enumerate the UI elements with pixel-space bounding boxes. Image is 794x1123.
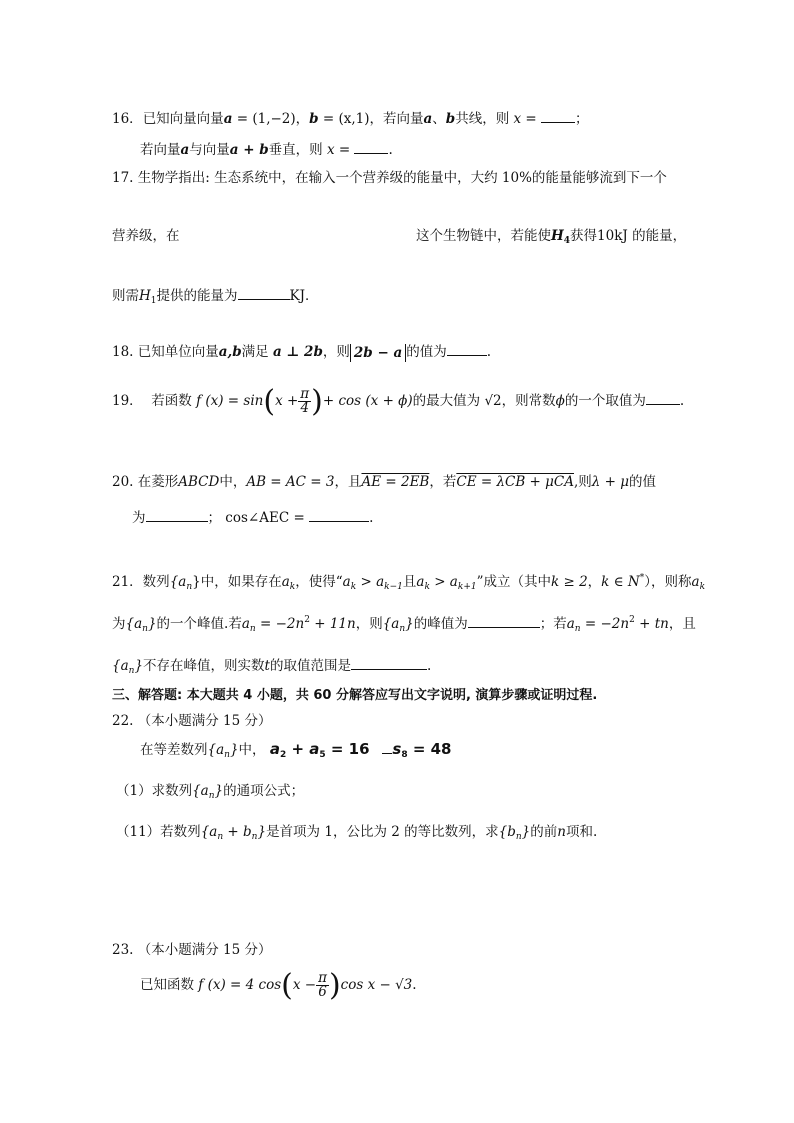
question-22-part-1: （1）求数列$\{a_n\}$的通项公式； bbox=[116, 783, 305, 801]
question-22-line-1: 在等差数列$\{a_n\}$中， $a_2 + a_5 = 16$ $s_8 = 48$ bbox=[140, 740, 452, 760]
question-17-line-2-right: 这个生物链中，若能使$H_4$获得10kJ 的能量， bbox=[416, 228, 687, 246]
question-20-line-2: 为 ； cos∠AEC = . bbox=[132, 510, 374, 526]
answer-blank[interactable] bbox=[541, 110, 575, 123]
answer-blank[interactable] bbox=[646, 392, 680, 405]
answer-blank[interactable] bbox=[354, 141, 388, 154]
question-18: 18. 已知单位向量a,b满足 a ⊥ 2b，则 2b − a 的值为 . bbox=[112, 344, 491, 361]
question-23-number: 23. （本小题满分 15 分） bbox=[112, 942, 272, 958]
section-3-heading: 三、解答题: 本大题共 4 小题，共 60 分解答应写出文字说明, 演算步骤或证明过程. bbox=[112, 688, 598, 703]
question-16-line-1: 16．已知向量向量a = (1,−2)，b = (x,1)，若向量a、b共线，则 x = ； bbox=[112, 111, 589, 127]
question-17-line-3: 则需$H_1$提供的能量为 KJ． bbox=[112, 288, 319, 306]
question-21-line-3: $\{a_n\}$不存在峰值，则实数t的取值范围是 . bbox=[112, 658, 432, 676]
answer-blank[interactable] bbox=[238, 287, 290, 300]
fraction: $\frac{\pi}{6}$ bbox=[318, 970, 327, 1000]
question-19: 19． 若函数 f (x) = sin(x + $\frac{\pi}{4}$ )+ cos (x + ϕ)的最大值为 √2，则常数ϕ的一个取值为 . bbox=[112, 384, 685, 419]
answer-blank[interactable] bbox=[146, 509, 208, 522]
question-17-line-2-left: 营养级，在 bbox=[112, 228, 180, 244]
q16-number: 16． bbox=[112, 111, 143, 127]
question-17-line-1: 17. 生物学指出: 生态系统中，在输入一个营养级的能量中，大约 10%的能量能够流到下一个 bbox=[112, 170, 667, 186]
question-22-part-2: （11）若数列$\{a_n + b_n\}$是首项为 1，公比为 2 的等比数列，求$\{b_n\}$的前n项和. bbox=[116, 824, 598, 842]
answer-blank[interactable] bbox=[468, 615, 540, 628]
answer-blank[interactable] bbox=[309, 509, 369, 522]
question-21-line-2: 为$\{a_n\}$的一个峰值.若$a_n = -2n^2 + 11n$，则$\{a_n\}$的峰值为 ；若$a_n = -2n^2$ + tn，且 bbox=[112, 615, 696, 634]
answer-blank[interactable] bbox=[351, 657, 427, 670]
question-23-line-1: 已知函数 f (x) = 4 cos(x − $\frac{\pi}{6}$ )cos x − √3. bbox=[140, 968, 417, 1003]
question-20-line-1: 20. 在菱形ABCD中，AB = AC = 3，且AE = 2EB，若CE = λCB + μCA,则λ + μ的值 bbox=[112, 474, 657, 490]
question-21-line-1: 21．数列$\{a_n\}$中，如果存在$a_k$，使得“$a_k > a_{k-1}$且$a_k > a_{k+1}$”成立（其中k ≥ 2，k ∈ N*），则称$a_k$ bbox=[112, 573, 706, 592]
fraction: $\frac{\pi}{4}$ bbox=[300, 386, 310, 416]
question-22-number: 22. （本小题满分 15 分） bbox=[112, 713, 272, 729]
answer-blank[interactable] bbox=[447, 343, 487, 356]
question-16-line-2: 若向量a与向量a + b垂直，则 x = . bbox=[140, 142, 393, 158]
